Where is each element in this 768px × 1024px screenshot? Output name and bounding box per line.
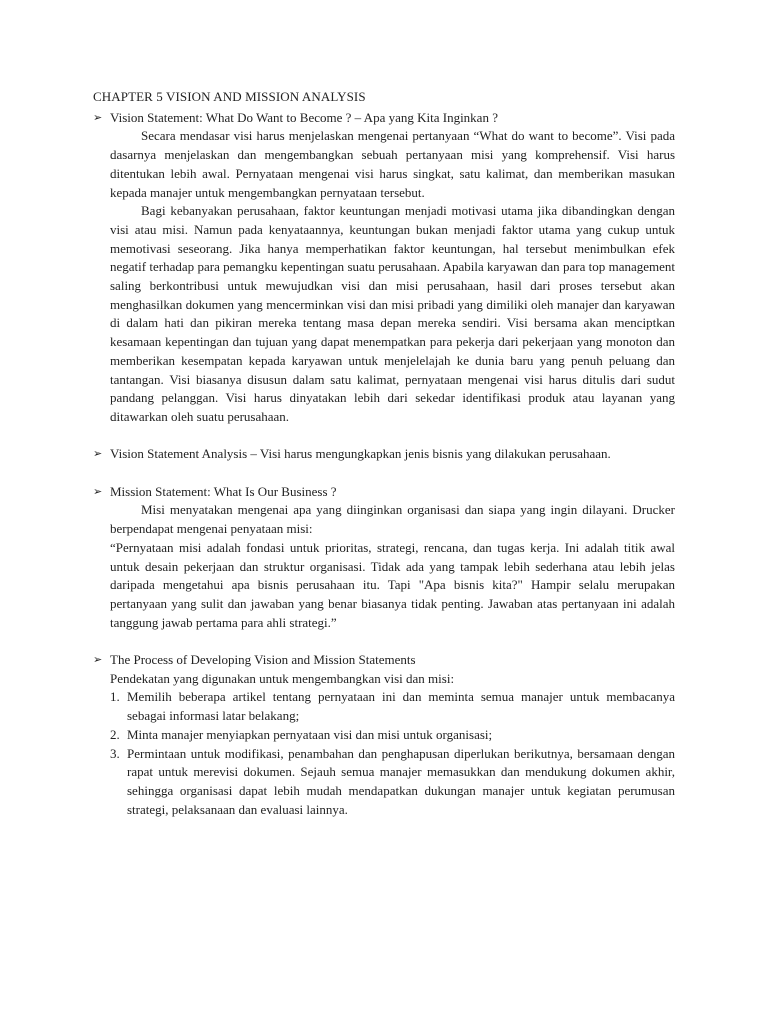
numbered-list <box>110 688 675 819</box>
paragraph: Bagi kebanyakan perusahaan, faktor keuntungan menjadi motivasi utama jika dibandingkan dengan visi atau misi. Namun pada kenyataannya, keuntungan bukan menjadi faktor utama yang cukup untuk memotivasi seseorang. Jika hanya memperhatikan faktor keuntungan, hal tersebut menimbulkan efek negatif terhadap para pemangku kepentingan suatu perusahaan. Apabila karyawan dan para top management saling berkontribusi untuk mewujudkan visi dan misi perusahaan, hasil dari proses tersebut akan menghasilkan dokumen yang mencerminkan visi dan misi pribadi yang dimiliki oleh manajer dan karyawan di dalam hati dan pikiran mereka tentang masa depan mereka sendiri. Visi bersama akan menciptkan kesamaan kepentingan dan tujuan yang dapat menempatkan para pekerja dari pekerjaan yang monoton dan memberikan kesempatan kepada karyawan untuk menjelelajah ke dunia baru yang penuh peluang dan tantangan. Visi biasanya disusun dalam satu kalimat, pernyataan mengenai visi harus ditulis dari sudut pandang pelanggan. Visi harus dinyatakan lebih dari sekedar identifikasi produk atau layanan yang ditawarkan oleh suatu perusahaan. <box>110 203 675 424</box>
arrow-bullet-icon: ➢ <box>93 484 103 498</box>
section-vision-statement-analysis <box>93 445 675 464</box>
arrow-bullet-icon: ➢ <box>93 110 103 124</box>
section-heading: Mission Statement: What Is Our Business ? <box>110 483 337 499</box>
chapter-title: CHAPTER 5 VISION AND MISSION ANALYSIS <box>93 89 366 104</box>
list-item <box>110 726 675 745</box>
section-heading: The Process of Developing Vision and Mission Statements <box>110 652 416 668</box>
section-heading: Vision Statement: What Do Want to Become ? – Apa yang Kita Inginkan ? <box>110 109 498 125</box>
list-item-text: Minta manajer menyiapkan pernyataan visi dan misi untuk organisasi; <box>127 726 493 742</box>
arrow-bullet-icon: ➢ <box>93 447 103 461</box>
list-item <box>110 688 675 725</box>
paragraph: Misi menyatakan mengenai apa yang diinginkan organisasi dan siapa yang ingin dilayani. Drucker berpendapat mengenai penyataan misi: <box>110 502 675 537</box>
section-vision-statement <box>93 109 675 427</box>
arrow-bullet-icon: ➢ <box>93 653 103 667</box>
list-number: 2. <box>110 726 120 742</box>
list-number: 1. <box>110 689 120 705</box>
paragraph: Secara mendasar visi harus menjelaskan mengenai pertanyaan “What do want to become”. Visi pada dasarnya menjelaskan dan mengembangkan sebuah pertanyaan misi yang komprehensif. Visi harus ditentukan lebih awal. Pernyataan mengenai visi harus singkat, satu kalimat, dan memberikan masukan kepada manajer untuk mengembangkan pernyataan tersebut. <box>110 128 675 200</box>
list-number: 3. <box>110 745 120 761</box>
list-intro: Pendekatan yang digunakan untuk mengembangkan visi dan misi: <box>110 670 455 686</box>
list-item-text: Permintaan untuk modifikasi, penambahan dan penghapusan diperlukan berikutnya, bersamaan dengan rapat untuk merevisi dokumen. Sejauh semua manajer memasukkan dan mendukung dokumen akhir, sehingga organisasi dapat lebih mudah mendapatkan dukungan manajer untuk kegiatan perumusan strategi, pelaksanaan dan evaluasi lainnya. <box>127 745 675 817</box>
list-item-text: Memilih beberapa artikel tentang pernyataan ini dan meminta semua manajer untuk membacanya sebagai informasi latar belakang; <box>127 689 675 724</box>
section-heading: Vision Statement Analysis – Visi harus mengungkapkan jenis bisnis yang dilakukan perusahaan. <box>110 446 611 462</box>
quote-paragraph: “Pernyataan misi adalah fondasi untuk prioritas, strategi, rencana, dan tugas kerja. Ini adalah titik awal untuk desain pekerjaan dan struktur organisasi. Tidak ada yang tampak lebih sederhana atau lebih jelas daripada mengetahui apa bisnis perusahaan itu. Tapi "Apa bisnis kita?" Hampir selalu merupakan pertanyaan yang sulit dan jawaban yang benar biasanya tidak penting. Jawaban atas pertanyaan ini adalah tanggung jawab pertama para ahli strategi.” <box>110 539 675 630</box>
document-page <box>93 88 675 819</box>
section-process <box>93 651 675 819</box>
list-item <box>110 745 675 820</box>
section-mission-statement <box>93 483 675 633</box>
